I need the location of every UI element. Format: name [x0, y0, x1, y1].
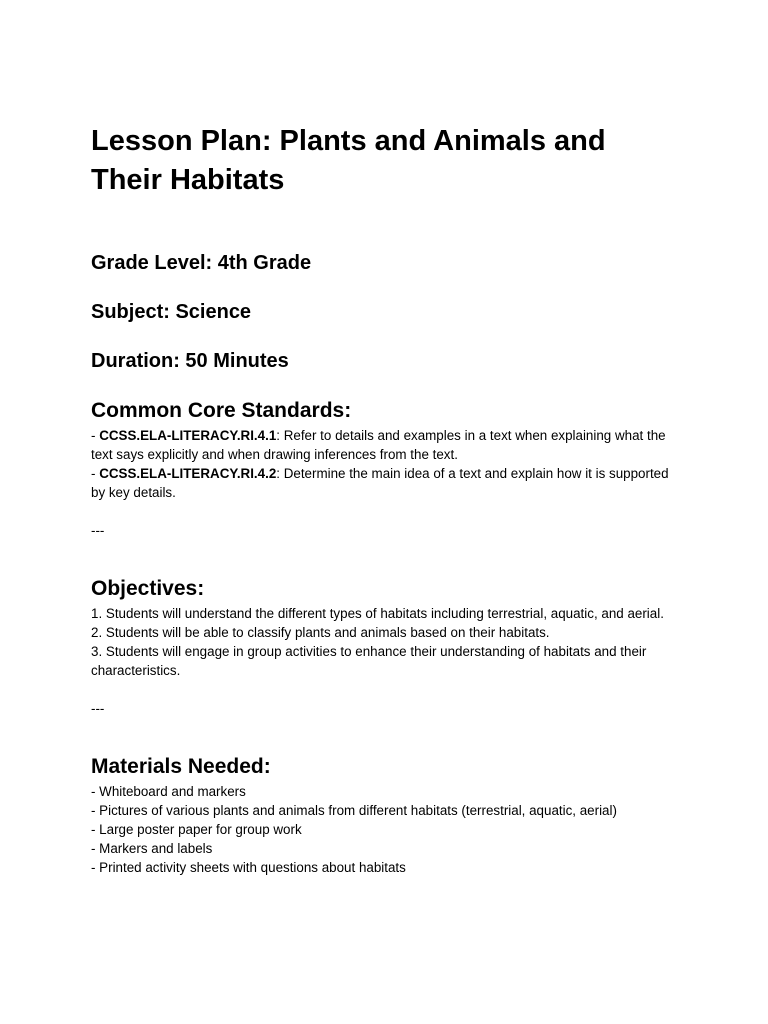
- objectives-list: [91, 604, 676, 680]
- standard-code: CCSS.ELA-LITERACY.RI.4.1: [99, 428, 277, 443]
- material-item: - Whiteboard and markers: [91, 784, 246, 799]
- standard-text: : Determine the main idea of a text and explain how it is supported by key details.: [91, 466, 669, 500]
- standard-item: [91, 464, 676, 502]
- section-separator: ---: [91, 523, 105, 538]
- standard-prefix: -: [91, 428, 100, 443]
- standards-section: [91, 397, 676, 540]
- materials-section: [91, 753, 676, 877]
- standard-item: [91, 426, 676, 464]
- objective-item: 3. Students will engage in group activities to enhance their understanding of habitats and their characteristics.: [91, 644, 647, 678]
- subject: Subject: Science: [91, 301, 252, 323]
- material-item: - Printed activity sheets with questions about habitats: [91, 860, 406, 875]
- materials-heading: Materials Needed:: [91, 755, 271, 778]
- standard-prefix: -: [91, 466, 100, 481]
- material-item: - Pictures of various plants and animals from different habitats (terrestrial, aquatic, aerial): [91, 803, 617, 818]
- standard-code: CCSS.ELA-LITERACY.RI.4.2: [99, 466, 277, 481]
- standard-text: : Refer to details and examples in a text when explaining what the text says explicitly and when drawing inferences from the text.: [91, 428, 666, 462]
- objectives-heading: Objectives:: [91, 577, 205, 600]
- page-title: Lesson Plan: Plants and Animals and Their Habitats: [91, 125, 606, 196]
- objective-item: 2. Students will be able to classify plants and animals based on their habitats.: [91, 625, 550, 640]
- standards-heading: Common Core Standards:: [91, 399, 352, 422]
- objectives-section: [91, 575, 676, 718]
- standards-list: [91, 426, 676, 502]
- material-item: - Large poster paper for group work: [91, 822, 302, 837]
- section-separator: ---: [91, 701, 105, 716]
- material-item: - Markers and labels: [91, 841, 213, 856]
- grade-level: Grade Level: 4th Grade: [91, 252, 312, 274]
- duration: Duration: 50 Minutes: [91, 350, 289, 372]
- objective-item: 1. Students will understand the different types of habitats including terrestrial, aquatic, and aerial.: [91, 606, 664, 621]
- materials-list: [91, 782, 676, 877]
